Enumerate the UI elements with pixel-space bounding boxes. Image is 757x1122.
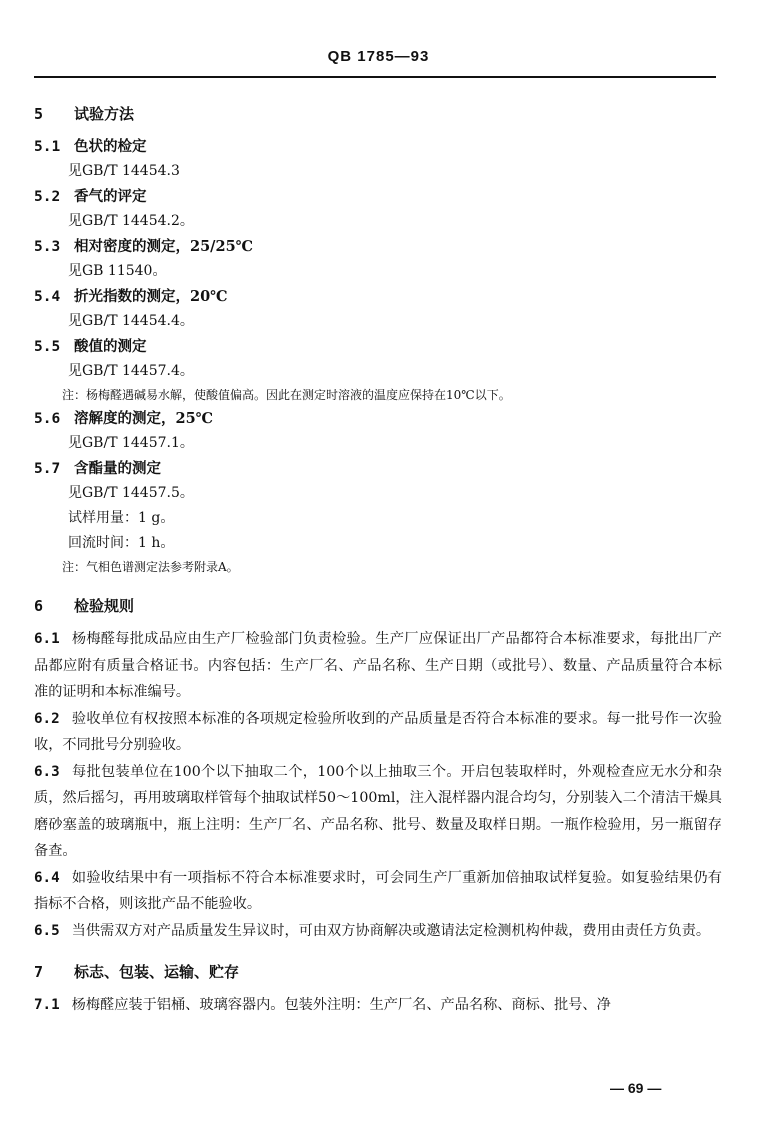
item-title: 溶解度的测定，25℃: [74, 410, 214, 427]
para-text: 杨梅醛应装于铝桶、玻璃容器内。包装外注明：生产厂名、产品名称、商标、批号、净: [71, 997, 611, 1013]
item-number: 5.6: [34, 411, 61, 427]
item-title: 香气的评定: [74, 188, 147, 205]
para-text: 当供需双方对产品质量发生异议时，可由双方协商解决或邀请法定检测机构仲裁，费用由责任方负责。: [71, 922, 711, 939]
para-number: 6.1: [34, 631, 60, 647]
para-6-4: [34, 865, 722, 918]
para-number: 6.5: [34, 922, 60, 939]
section-title: 标志、包装、运输、贮存: [74, 963, 240, 981]
item-title: 相对密度的测定，25/25℃: [74, 238, 254, 255]
item-5-1-ref: 见GB/T 14454.3: [68, 163, 180, 179]
item-5-7-heading: [34, 456, 722, 481]
para-6-3: [34, 759, 722, 865]
para-6-2: [34, 706, 722, 759]
item-number: 5.3: [34, 239, 61, 255]
section-title: 试验方法: [74, 105, 135, 123]
item-number: 5.5: [34, 339, 61, 355]
item-5-4-ref: 见GB/T 14454.4。: [68, 313, 194, 329]
para-6-1: [34, 626, 722, 706]
item-5-7-ref: 见GB/T 14457.5。: [68, 485, 194, 501]
header-rule: [34, 76, 716, 78]
reflux-time: 回流时间：1 h。: [68, 535, 175, 551]
item-number: 5.7: [34, 461, 61, 477]
section-number: 6: [34, 597, 44, 615]
item-title: 酸值的测定: [74, 338, 147, 355]
page-content: [34, 100, 722, 1019]
para-text: 验收单位有权按照本标准的各项规定检验所收到的产品质量是否符合本标准的要求。每一批号作一次验收，不同批号分别验收。: [34, 710, 722, 753]
document-code-header: QB 1785—93: [327, 48, 430, 65]
item-5-6-ref: 见GB/T 14457.1。: [68, 435, 194, 451]
item-number: 5.1: [34, 139, 61, 155]
item-number: 5.2: [34, 189, 61, 205]
item-number: 5.4: [34, 289, 61, 305]
section-number: 7: [34, 963, 44, 981]
item-5-2-ref: 见GB/T 14454.2。: [68, 213, 194, 229]
section-6-heading: [34, 592, 722, 620]
item-5-5-note: 注：杨梅醛遇碱易水解，使酸值偏高。因此在测定时溶液的温度应保持在10℃以下。: [62, 388, 511, 402]
item-5-3-heading: [34, 234, 722, 259]
item-5-5-heading: [34, 334, 722, 359]
item-5-7-note: 注：气相色谱测定法参考附录A。: [62, 560, 239, 574]
item-5-6-heading: [34, 406, 722, 431]
section-number: 5: [34, 105, 44, 123]
item-5-4-heading: [34, 284, 722, 309]
item-5-2-heading: [34, 184, 722, 209]
item-5-3-ref: 见GB 11540。: [68, 263, 167, 279]
para-number: 6.4: [34, 869, 60, 886]
para-text: 杨梅醛每批成品应由生产厂检验部门负责检验。生产厂应保证出厂产品都符合本标准要求，每批出厂产品都应附有质量合格证书。内容包括：生产厂名、产品名称、生产日期（或批号）、数量、产品质量符合本标准的证明和本标准编号。: [34, 631, 722, 700]
para-text: 每批包装单位在100个以下抽取二个，100个以上抽取三个。开启包装取样时，外观检查应无水分和杂质，然后摇匀，再用玻璃取样管每个抽取试样50～100ml，注入混样器内混合均匀，分别装入二个清洁干燥具磨砂塞盖的玻璃瓶中，瓶上注明：生产厂名、产品名称、批号、数量及取样日期。一瓶作检验用，另一瓶留存备查。: [34, 763, 722, 859]
item-5-5-ref: 见GB/T 14457.4。: [68, 363, 194, 379]
section-7-heading: [34, 958, 722, 986]
item-title: 色状的检定: [74, 138, 147, 155]
para-number: 6.2: [34, 710, 60, 727]
para-number: 7.1: [34, 997, 60, 1013]
section-title: 检验规则: [74, 597, 135, 615]
item-title: 含酯量的测定: [74, 460, 161, 477]
item-5-1-heading: [34, 134, 722, 159]
item-title: 折光指数的测定，20℃: [74, 288, 228, 305]
para-number: 6.3: [34, 763, 60, 780]
para-text: 如验收结果中有一项指标不符合本标准要求时，可会同生产厂重新加倍抽取试样复验。如复验结果仍有指标不合格，则该批产品不能验收。: [34, 869, 722, 912]
sample-amount: 试样用量：1 g。: [68, 510, 175, 526]
page-number: — 69 —: [610, 1080, 662, 1096]
para-6-5: [34, 918, 722, 945]
para-7-1: [34, 992, 722, 1019]
section-5-heading: [34, 100, 722, 128]
